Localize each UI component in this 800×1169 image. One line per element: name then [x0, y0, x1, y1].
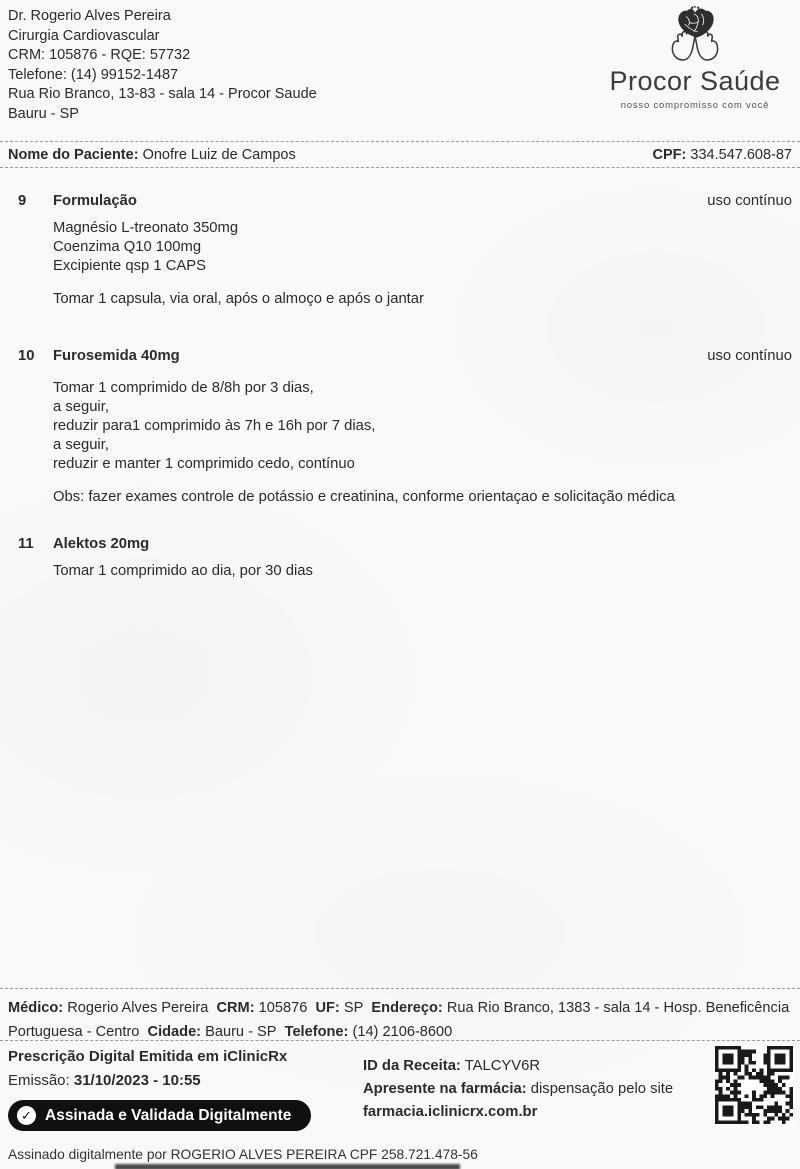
digital-emission-block: [8, 1046, 311, 1131]
clinic-logo: [606, 6, 784, 111]
divider-digital: [0, 1040, 800, 1041]
patient-cpf-field: [653, 147, 792, 163]
endereco-label: Endereço:: [371, 1000, 443, 1016]
heart-in-hands-icon: [663, 6, 727, 64]
uf-value: SP: [343, 1000, 364, 1016]
crm-label: CRM:: [216, 1000, 255, 1016]
signed-validated-badge: [8, 1100, 311, 1131]
divider-top: [0, 141, 800, 142]
doctor-crm: CRM: 105876 - RQE: 57732: [8, 47, 191, 63]
divider-patient: [0, 167, 800, 168]
pharmacy-line: [363, 1078, 673, 1101]
prescription-item-9: [0, 193, 800, 309]
composition-line: Magnésio L-treonato 350mg: [53, 220, 239, 236]
doctor-address: Rua Rio Branco, 13-83 - sala 14 - Procor Saude: [8, 86, 317, 102]
patient-name: Onofre Luiz de Campos: [142, 147, 296, 163]
emission-line: [8, 1070, 311, 1091]
posology-line: a seguir,: [53, 399, 109, 415]
cutoff-stamp-bar: [115, 1164, 460, 1169]
prescription-header: [0, 348, 800, 364]
item-title: Furosemida 40mg: [53, 348, 180, 364]
composition-line: Coenzima Q10 100mg: [53, 239, 202, 255]
emission-label: Emissão:: [8, 1072, 70, 1089]
item-usage: uso contínuo: [707, 193, 792, 209]
digital-signature-line: Assinado digitalmente por ROGERIO ALVES PEREIRA CPF 258.721.478-56: [8, 1147, 478, 1162]
doctor-name: Dr. Rogerio Alves Pereira: [8, 8, 171, 24]
posology-line: reduzir e manter 1 comprimido cedo, contínuo: [53, 456, 355, 472]
doctor-phone: Telefone: (14) 99152-1487: [8, 66, 179, 83]
doctor-city: Bauru - SP: [8, 105, 79, 122]
item-posology: [0, 379, 800, 474]
uf-label: UF:: [315, 1000, 340, 1016]
telefone-label: Telefone:: [284, 1024, 349, 1040]
posology-line: Tomar 1 comprimido ao dia, por 30 dias: [53, 563, 313, 579]
medico-value: Rogerio Alves Pereira: [67, 1000, 209, 1016]
cidade-label: Cidade:: [147, 1024, 202, 1040]
item-number: 11: [18, 536, 34, 552]
item-title: Alektos 20mg: [53, 536, 150, 552]
patient-row: [8, 147, 792, 163]
prescription-item-10: [0, 348, 800, 507]
composition-line: Excipiente qsp 1 CAPS: [53, 258, 206, 274]
pharmacy-label: Apresente na farmácia:: [363, 1081, 527, 1097]
item-number: 9: [18, 193, 27, 209]
badge-label: Assinada e Validada Digitalmente: [45, 1106, 292, 1124]
pharmacy-url: farmacia.iclinicrx.com.br: [363, 1104, 538, 1120]
pharmacy-text: dispensação pelo site: [530, 1081, 674, 1097]
cpf-label: CPF:: [652, 147, 687, 163]
prescription-header: [0, 193, 800, 209]
receipt-block: [363, 1055, 673, 1124]
emission-value: 31/10/2023 - 10:55: [73, 1072, 201, 1089]
doctor-specialty: Cirurgia Cardiovascular: [8, 27, 160, 44]
medico-label: Médico:: [8, 1000, 64, 1016]
crm-value: 105876: [258, 1000, 308, 1016]
patient-name-field: [8, 147, 296, 163]
prescription-item-11: [0, 536, 800, 581]
item-instruction: Tomar 1 capsula, via oral, após o almoço e após o jantar: [53, 291, 424, 307]
item-posology: [0, 562, 800, 581]
cidade-value: Bauru - SP: [205, 1024, 277, 1040]
receipt-id: TALCYV6R: [464, 1058, 541, 1074]
item-number: 10: [18, 348, 35, 364]
physician-footer: [8, 996, 790, 1044]
receipt-label: ID da Receita:: [363, 1058, 461, 1074]
doctor-header: [8, 7, 317, 124]
divider-footer: [0, 988, 800, 989]
endereco-value: Rua Rio Branco, 1383 - sala 14 - Hosp. Beneficência Portuguesa - Centro: [8, 1000, 790, 1040]
patient-label: Nome do Paciente:: [8, 147, 139, 163]
digital-title: Prescrição Digital Emitida em iClinicRx: [8, 1048, 288, 1065]
clinic-name: Procor Saúde: [609, 66, 781, 96]
clinic-tagline: nosso compromisso com você: [620, 100, 770, 111]
posology-line: a seguir,: [53, 437, 109, 453]
item-composition: [0, 219, 800, 276]
check-circle-icon: ✓: [17, 1106, 36, 1125]
posology-line: Tomar 1 comprimido de 8/8h por 3 dias,: [53, 380, 314, 396]
telefone-value: (14) 2106-8600: [352, 1024, 453, 1040]
prescription-header: [0, 536, 800, 552]
qr-code: [714, 1045, 794, 1125]
item-usage: uso contínuo: [707, 348, 792, 364]
receipt-id-line: [363, 1055, 673, 1078]
posology-line: reduzir para1 comprimido às 7h e 16h por 7 dias,: [53, 418, 376, 434]
cpf-value: 334.547.608-87: [690, 147, 792, 163]
item-observation: Obs: fazer exames controle de potássio e creatinina, conforme orientaçao e solicitação médica: [53, 489, 675, 505]
item-title: Formulação: [53, 193, 137, 209]
